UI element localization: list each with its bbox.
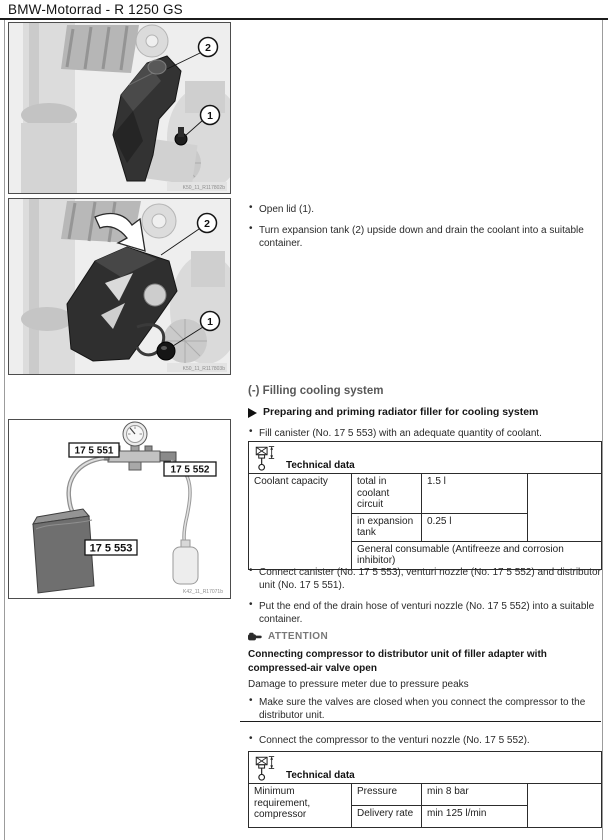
page-border-right <box>602 20 603 840</box>
tank-cap <box>157 342 175 360</box>
attention-heading: Connecting compressor to distributor unit of filler adapter with compressed-air valve open <box>248 649 547 674</box>
figure-filling-kit <box>8 419 231 599</box>
triangle-marker-icon <box>248 408 257 418</box>
table-header-label: Technical data <box>286 769 355 781</box>
step-connect-canister: • Connect canister (No. 17 5 553), venturi nozzle (No. 17 5 552) and distributor unit (No. 17 5 551). <box>248 566 601 592</box>
spec-label-cell: Pressure <box>352 784 422 806</box>
step-open-lid: • Open lid (1). <box>248 203 601 216</box>
subsection-heading <box>248 406 601 419</box>
label-17-5-551 <box>69 443 119 457</box>
header-rule <box>0 18 608 20</box>
step-valves-closed: • Make sure the valves are closed when you connect the compressor to the distributor unit. <box>248 696 601 722</box>
spec-value-cell: 0.25 l <box>422 513 528 541</box>
step-drain-hose: • Put the end of the drain hose of venturi nozzle (No. 17 5 552) into a suitable container. <box>248 600 601 626</box>
table-header-label: Technical data <box>286 459 355 471</box>
attention-consequence: Damage to pressure meter due to pressure peaks <box>248 679 469 690</box>
svg-text:2: 2 <box>205 42 211 54</box>
connect-steps <box>248 566 601 634</box>
figure-watermark: K50_11_R117802b <box>182 185 225 191</box>
piston-icon <box>255 755 275 782</box>
svg-text:1: 1 <box>207 316 213 328</box>
label-17-5-552 <box>164 462 216 476</box>
figure-watermark: K50_11_R117803b <box>182 366 225 372</box>
attention-header <box>248 630 601 643</box>
drain-steps <box>248 203 601 258</box>
row-label-cell: Coolant capacity <box>249 474 352 570</box>
piston-icon <box>255 445 275 472</box>
spec-value-cell: 1.5 l <box>422 474 528 514</box>
spec-value-cell: min 8 bar <box>422 784 528 806</box>
table-coolant-capacity <box>248 441 602 570</box>
spec-value-cell: min 125 l/min <box>422 806 528 828</box>
venturi-nozzle <box>160 452 176 461</box>
empty-cell <box>528 784 602 828</box>
page-title: BMW-Motorrad - R 1250 GS <box>8 2 183 17</box>
consumable-note-cell: General consumable (Antifreeze and corrosion inhibitor) <box>352 541 602 569</box>
spec-label-cell: in expansion tank <box>352 513 422 541</box>
row-label-cell: Minimum requirement, compressor <box>249 784 352 828</box>
spec-label-cell: total in coolant circuit <box>352 474 422 514</box>
table-compressor-requirements <box>248 751 602 828</box>
empty-cell <box>528 474 602 542</box>
figure-expansion-tank-installed <box>8 22 231 194</box>
svg-text:17 5 553: 17 5 553 <box>89 542 133 555</box>
svg-text:17 5 551: 17 5 551 <box>74 445 114 457</box>
figure-watermark: K42_11_R17071b <box>183 589 223 595</box>
step-fill-canister: • Fill canister (No. 17 5 553) with an adequate quantity of coolant. <box>248 427 601 440</box>
label-17-5-553 <box>85 540 137 555</box>
section-title: (-) Filling cooling system <box>248 385 384 397</box>
attention-label: ATTENTION <box>268 631 329 642</box>
section-separator <box>240 721 601 722</box>
figure-expansion-tank-turned <box>8 198 231 375</box>
svg-text:1: 1 <box>207 110 213 122</box>
svg-text:17 5 552: 17 5 552 <box>170 464 210 476</box>
step-turn-tank: • Turn expansion tank (2) upside down and drain the coolant into a suitable container. <box>248 224 601 250</box>
subsection-title: Preparing and priming radiator filler for cooling system <box>263 406 539 418</box>
page-border-left <box>4 20 5 840</box>
attention-hand-icon <box>248 632 262 642</box>
svg-text:2: 2 <box>204 218 210 230</box>
step-connect-compressor: • Connect the compressor to the venturi nozzle (No. 17 5 552). <box>248 734 601 747</box>
attention-steps <box>248 696 601 730</box>
spec-label-cell: Delivery rate <box>352 806 422 828</box>
